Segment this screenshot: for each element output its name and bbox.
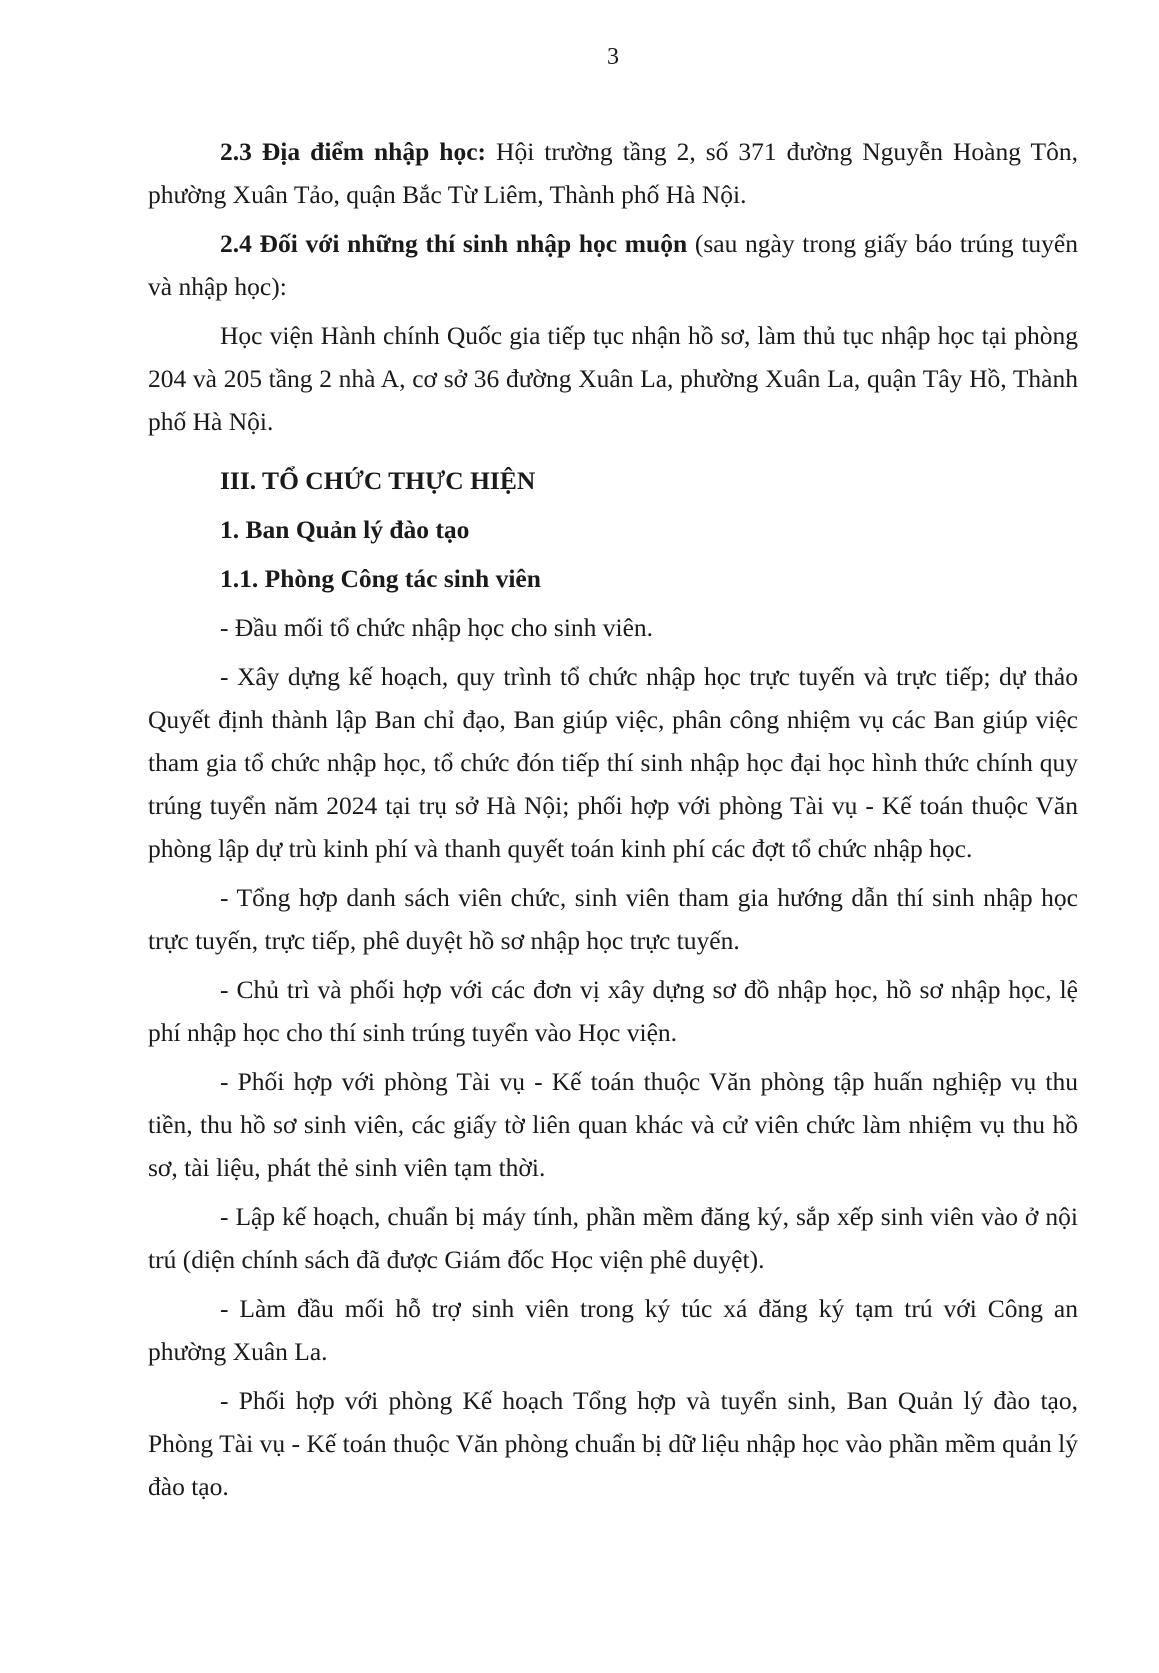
list-item: - Phối hợp với phòng Tài vụ - Kế toán thuộc Văn phòng tập huấn nghiệp vụ thu tiền, thu hồ sơ sinh viên, các giấy tờ liên quan khác và cử viên chức làm nhiệm vụ thu hồ sơ, tài liệu, phát thẻ sinh viên tạm thời.	[148, 1067, 1078, 1182]
list-item: - Đầu mối tổ chức nhập học cho sinh viên.	[220, 613, 654, 642]
document-body	[148, 130, 1078, 1514]
heading-iii: III. TỔ CHỨC THỰC HIỆN	[220, 466, 536, 495]
section-2-4-text: (sau ngày trong giấy báo trúng tuyển và nhập học):	[148, 229, 1078, 301]
page-number: 3	[607, 44, 619, 70]
section-2-3-label: 2.3 Địa điểm nhập học:	[220, 137, 487, 166]
list-item: - Chủ trì và phối hợp với các đơn vị xây dựng sơ đồ nhập học, hồ sơ nhập học, lệ phí nhập học cho thí sinh trúng tuyển vào Học viện.	[148, 975, 1078, 1047]
section-2-3	[148, 130, 1078, 216]
list-item: - Xây dựng kế hoạch, quy trình tổ chức nhập học trực tuyến và trực tiếp; dự thảo Quyết định thành lập Ban chỉ đạo, Ban giúp việc, phân công nhiệm vụ các Ban giúp việc tham gia tổ chức nhập học, tổ chức đón tiếp thí sinh nhập học đại học hình thức chính quy trúng tuyển năm 2024 tại trụ sở Hà Nội; phối hợp với phòng Tài vụ - Kế toán thuộc Văn phòng lập dự trù kinh phí và thanh quyết toán kinh phí các đợt tổ chức nhập học.	[148, 662, 1078, 863]
section-2-3-text: Hội trường tầng 2, số 371 đường Nguyễn Hoàng Tôn, phường Xuân Tảo, quận Bắc Từ Liêm, Thành phố Hà Nội.	[148, 137, 1078, 209]
list-item: - Lập kế hoạch, chuẩn bị máy tính, phần mềm đăng ký, sắp xếp sinh viên vào ở nội trú (diện chính sách đã được Giám đốc Học viện phê duyệt).	[148, 1202, 1078, 1274]
list-item: - Làm đầu mối hỗ trợ sinh viên trong ký túc xá đăng ký tạm trú với Công an phường Xuân La.	[148, 1294, 1078, 1366]
heading-1-1: 1.1. Phòng Công tác sinh viên	[220, 564, 541, 593]
section-2-4-body: Học viện Hành chính Quốc gia tiếp tục nhận hồ sơ, làm thủ tục nhập học tại phòng 204 và 205 tầng 2 nhà A, cơ sở 36 đường Xuân La, phường Xuân La, quận Tây Hồ, Thành phố Hà Nội.	[148, 321, 1078, 436]
section-2-4	[148, 222, 1078, 308]
list-item: - Phối hợp với phòng Kế hoạch Tổng hợp và tuyển sinh, Ban Quản lý đào tạo, Phòng Tài vụ - Kế toán thuộc Văn phòng chuẩn bị dữ liệu nhập học vào phần mềm quản lý đào tạo.	[148, 1386, 1078, 1501]
section-2-4-label: 2.4 Đối với những thí sinh nhập học muộn	[220, 229, 688, 258]
list-item: - Tổng hợp danh sách viên chức, sinh viên tham gia hướng dẫn thí sinh nhập học trực tuyến, trực tiếp, phê duyệt hồ sơ nhập học trực tuyến.	[148, 883, 1078, 955]
heading-1: 1. Ban Quản lý đào tạo	[220, 515, 470, 544]
